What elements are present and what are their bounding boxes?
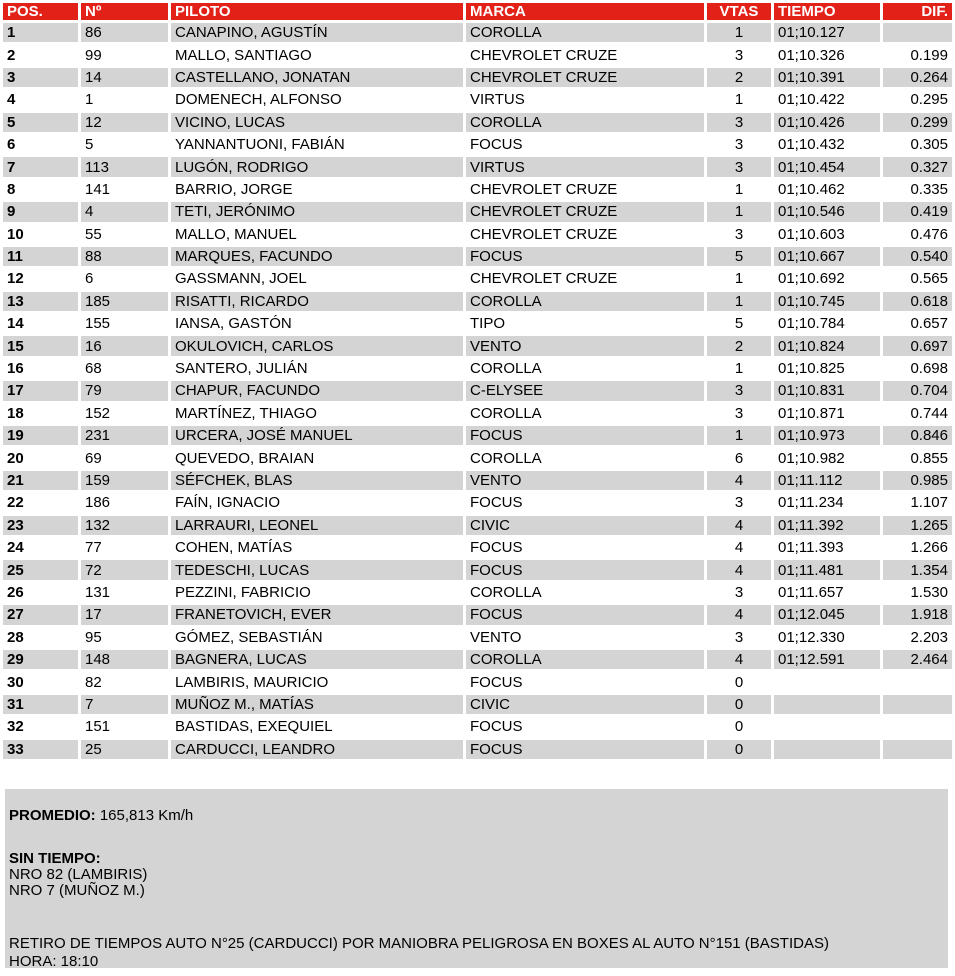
- cell-pos: 31: [3, 695, 78, 714]
- cell-pos: 18: [3, 404, 78, 423]
- cell-marca: FOCUS: [466, 605, 704, 624]
- cell-vtas: 1: [707, 202, 771, 221]
- cell-vtas: 3: [707, 493, 771, 512]
- table-row: [3, 269, 952, 288]
- cell-pos: 23: [3, 516, 78, 535]
- cell-tiempo: 01;10.825: [774, 359, 880, 378]
- cell-tiempo: 01;10.426: [774, 113, 880, 132]
- promedio-value: 165,813 Km/h: [95, 807, 194, 824]
- cell-dif: 0.264: [883, 68, 952, 87]
- table-row: [3, 336, 952, 355]
- table-row: [3, 493, 952, 512]
- cell-pos: 9: [3, 202, 78, 221]
- cell-marca: FOCUS: [466, 493, 704, 512]
- cell-piloto: LUGÓN, RODRIGO: [171, 157, 463, 176]
- cell-piloto: CHAPUR, FACUNDO: [171, 381, 463, 400]
- cell-tiempo: 01;10.546: [774, 202, 880, 221]
- cell-pos: 30: [3, 672, 78, 691]
- sin-tiempo-list: [9, 867, 942, 899]
- col-header-pos: POS.: [3, 3, 78, 20]
- cell-pos: 13: [3, 292, 78, 311]
- cell-piloto: FAÍN, IGNACIO: [171, 493, 463, 512]
- cell-pos: 10: [3, 225, 78, 244]
- cell-tiempo: [774, 717, 880, 736]
- cell-dif: 0.698: [883, 359, 952, 378]
- cell-marca: COROLLA: [466, 292, 704, 311]
- cell-num: 7: [81, 695, 168, 714]
- cell-vtas: 3: [707, 45, 771, 64]
- cell-piloto: OKULOVICH, CARLOS: [171, 336, 463, 355]
- cell-vtas: 0: [707, 740, 771, 759]
- cell-dif: 1.107: [883, 493, 952, 512]
- cell-dif: 0.657: [883, 314, 952, 333]
- cell-marca: COROLLA: [466, 404, 704, 423]
- cell-vtas: 3: [707, 583, 771, 602]
- cell-num: 69: [81, 448, 168, 467]
- promedio-label: PROMEDIO:: [9, 807, 96, 824]
- cell-vtas: 3: [707, 381, 771, 400]
- table-row: [3, 560, 952, 579]
- cell-pos: 29: [3, 650, 78, 669]
- cell-tiempo: 01;10.982: [774, 448, 880, 467]
- table-row: [3, 23, 952, 42]
- cell-tiempo: 01;11.112: [774, 471, 880, 490]
- cell-vtas: 2: [707, 336, 771, 355]
- cell-marca: VIRTUS: [466, 157, 704, 176]
- cell-dif: 0.476: [883, 225, 952, 244]
- cell-marca: COROLLA: [466, 359, 704, 378]
- cell-num: 186: [81, 493, 168, 512]
- cell-vtas: 3: [707, 135, 771, 154]
- sin-tiempo-label: SIN TIEMPO:: [9, 850, 101, 867]
- cell-vtas: 3: [707, 157, 771, 176]
- table-row: [3, 583, 952, 602]
- cell-vtas: 3: [707, 628, 771, 647]
- cell-piloto: MALLO, SANTIAGO: [171, 45, 463, 64]
- footer-summary: [5, 789, 948, 968]
- cell-piloto: FRANETOVICH, EVER: [171, 605, 463, 624]
- cell-pos: 21: [3, 471, 78, 490]
- col-header-marca: MARCA: [466, 3, 704, 20]
- cell-piloto: TETI, JERÓNIMO: [171, 202, 463, 221]
- cell-marca: CIVIC: [466, 516, 704, 535]
- cell-marca: FOCUS: [466, 740, 704, 759]
- cell-num: 231: [81, 426, 168, 445]
- table-row: [3, 359, 952, 378]
- cell-vtas: 1: [707, 292, 771, 311]
- cell-num: 159: [81, 471, 168, 490]
- cell-tiempo: 01;10.692: [774, 269, 880, 288]
- cell-piloto: BAGNERA, LUCAS: [171, 650, 463, 669]
- cell-pos: 32: [3, 717, 78, 736]
- cell-dif: 0.540: [883, 247, 952, 266]
- cell-marca: COROLLA: [466, 650, 704, 669]
- cell-tiempo: [774, 740, 880, 759]
- cell-vtas: 4: [707, 516, 771, 535]
- cell-vtas: 3: [707, 113, 771, 132]
- cell-dif: 0.618: [883, 292, 952, 311]
- cell-num: 88: [81, 247, 168, 266]
- cell-dif: 0.697: [883, 336, 952, 355]
- cell-num: 25: [81, 740, 168, 759]
- cell-num: 14: [81, 68, 168, 87]
- cell-piloto: GÓMEZ, SEBASTIÁN: [171, 628, 463, 647]
- cell-piloto: LARRAURI, LEONEL: [171, 516, 463, 535]
- cell-tiempo: 01;10.973: [774, 426, 880, 445]
- col-header-numero: Nº: [81, 3, 168, 20]
- cell-tiempo: 01;12.330: [774, 628, 880, 647]
- cell-num: 1: [81, 90, 168, 109]
- cell-num: 113: [81, 157, 168, 176]
- cell-marca: CHEVROLET CRUZE: [466, 202, 704, 221]
- cell-piloto: MARQUES, FACUNDO: [171, 247, 463, 266]
- table-row: [3, 157, 952, 176]
- cell-pos: 5: [3, 113, 78, 132]
- cell-num: 82: [81, 672, 168, 691]
- cell-piloto: PEZZINI, FABRICIO: [171, 583, 463, 602]
- cell-tiempo: 01;11.393: [774, 538, 880, 557]
- cell-piloto: MUÑOZ M., MATÍAS: [171, 695, 463, 714]
- cell-dif: 0.299: [883, 113, 952, 132]
- cell-vtas: 1: [707, 359, 771, 378]
- cell-num: 148: [81, 650, 168, 669]
- col-header-piloto: PILOTO: [171, 3, 463, 20]
- cell-dif: 2.464: [883, 650, 952, 669]
- cell-pos: 24: [3, 538, 78, 557]
- cell-num: 68: [81, 359, 168, 378]
- table-row: [3, 381, 952, 400]
- cell-num: 4: [81, 202, 168, 221]
- table-row: [3, 135, 952, 154]
- cell-vtas: 1: [707, 90, 771, 109]
- cell-tiempo: 01;10.603: [774, 225, 880, 244]
- cell-marca: COROLLA: [466, 583, 704, 602]
- cell-dif: 0.985: [883, 471, 952, 490]
- table-row: [3, 717, 952, 736]
- cell-marca: FOCUS: [466, 560, 704, 579]
- table-row: [3, 225, 952, 244]
- cell-marca: VIRTUS: [466, 90, 704, 109]
- cell-dif: 1.354: [883, 560, 952, 579]
- cell-num: 55: [81, 225, 168, 244]
- cell-num: 72: [81, 560, 168, 579]
- col-header-tiempo: TIEMPO: [774, 3, 880, 20]
- cell-piloto: MARTÍNEZ, THIAGO: [171, 404, 463, 423]
- cell-num: 86: [81, 23, 168, 42]
- cell-pos: 2: [3, 45, 78, 64]
- table-row: [3, 180, 952, 199]
- table-header-row: [3, 3, 952, 20]
- cell-dif: [883, 23, 952, 42]
- cell-tiempo: 01;10.831: [774, 381, 880, 400]
- cell-pos: 15: [3, 336, 78, 355]
- cell-dif: 1.265: [883, 516, 952, 535]
- table-row: [3, 695, 952, 714]
- cell-tiempo: 01;10.462: [774, 180, 880, 199]
- cell-dif: [883, 717, 952, 736]
- cell-dif: 0.335: [883, 180, 952, 199]
- col-header-vtas: VTAS: [707, 3, 771, 20]
- cell-marca: TIPO: [466, 314, 704, 333]
- cell-tiempo: 01;10.391: [774, 68, 880, 87]
- cell-marca: COROLLA: [466, 23, 704, 42]
- cell-pos: 28: [3, 628, 78, 647]
- cell-num: 155: [81, 314, 168, 333]
- cell-pos: 4: [3, 90, 78, 109]
- table-row: [3, 471, 952, 490]
- cell-piloto: SÉFCHEK, BLAS: [171, 471, 463, 490]
- cell-vtas: 5: [707, 247, 771, 266]
- cell-marca: VENTO: [466, 628, 704, 647]
- cell-num: 132: [81, 516, 168, 535]
- table-row: [3, 605, 952, 624]
- cell-vtas: 1: [707, 269, 771, 288]
- cell-tiempo: 01;12.591: [774, 650, 880, 669]
- table-row: [3, 314, 952, 333]
- cell-dif: 0.199: [883, 45, 952, 64]
- cell-tiempo: 01;10.432: [774, 135, 880, 154]
- cell-piloto: URCERA, JOSÉ MANUEL: [171, 426, 463, 445]
- cell-marca: CHEVROLET CRUZE: [466, 180, 704, 199]
- cell-num: 79: [81, 381, 168, 400]
- table-row: [3, 68, 952, 87]
- table-row: [3, 426, 952, 445]
- cell-pos: 33: [3, 740, 78, 759]
- table-row: [3, 90, 952, 109]
- table-row: [3, 538, 952, 557]
- cell-pos: 27: [3, 605, 78, 624]
- cell-dif: 1.918: [883, 605, 952, 624]
- cell-num: 141: [81, 180, 168, 199]
- cell-tiempo: 01;10.871: [774, 404, 880, 423]
- cell-dif: 0.295: [883, 90, 952, 109]
- cell-vtas: 1: [707, 23, 771, 42]
- cell-marca: CHEVROLET CRUZE: [466, 269, 704, 288]
- cell-dif: 0.846: [883, 426, 952, 445]
- cell-piloto: YANNANTUONI, FABIÁN: [171, 135, 463, 154]
- table-row: [3, 628, 952, 647]
- cell-pos: 20: [3, 448, 78, 467]
- cell-pos: 3: [3, 68, 78, 87]
- cell-pos: 6: [3, 135, 78, 154]
- cell-marca: COROLLA: [466, 448, 704, 467]
- cell-piloto: DOMENECH, ALFONSO: [171, 90, 463, 109]
- table-row: [3, 672, 952, 691]
- table-row: [3, 516, 952, 535]
- cell-tiempo: 01;11.234: [774, 493, 880, 512]
- cell-dif: 0.565: [883, 269, 952, 288]
- cell-vtas: 1: [707, 426, 771, 445]
- retiro-note: RETIRO DE TIEMPOS AUTO N°25 (CARDUCCI) POR MANIOBRA PELIGROSA EN BOXES AL AUTO N°151 (BASTIDAS): [9, 935, 829, 952]
- cell-dif: [883, 672, 952, 691]
- cell-tiempo: 01;10.454: [774, 157, 880, 176]
- cell-dif: 0.704: [883, 381, 952, 400]
- cell-tiempo: 01;10.127: [774, 23, 880, 42]
- cell-piloto: VICINO, LUCAS: [171, 113, 463, 132]
- cell-marca: FOCUS: [466, 672, 704, 691]
- cell-piloto: BARRIO, JORGE: [171, 180, 463, 199]
- table-row: [3, 292, 952, 311]
- cell-piloto: QUEVEDO, BRAIAN: [171, 448, 463, 467]
- cell-marca: CHEVROLET CRUZE: [466, 68, 704, 87]
- cell-piloto: MALLO, MANUEL: [171, 225, 463, 244]
- cell-marca: CIVIC: [466, 695, 704, 714]
- cell-pos: 12: [3, 269, 78, 288]
- cell-num: 185: [81, 292, 168, 311]
- cell-vtas: 2: [707, 68, 771, 87]
- cell-tiempo: 01;11.392: [774, 516, 880, 535]
- cell-vtas: 6: [707, 448, 771, 467]
- cell-num: 152: [81, 404, 168, 423]
- cell-marca: FOCUS: [466, 247, 704, 266]
- table-row: [3, 202, 952, 221]
- cell-dif: [883, 740, 952, 759]
- cell-tiempo: 01;10.824: [774, 336, 880, 355]
- cell-num: 151: [81, 717, 168, 736]
- table-row: [3, 404, 952, 423]
- cell-num: 131: [81, 583, 168, 602]
- cell-piloto: LAMBIRIS, MAURICIO: [171, 672, 463, 691]
- cell-pos: 26: [3, 583, 78, 602]
- cell-piloto: CASTELLANO, JONATAN: [171, 68, 463, 87]
- col-header-dif: DIF.: [883, 3, 952, 20]
- cell-vtas: 4: [707, 650, 771, 669]
- cell-dif: 0.327: [883, 157, 952, 176]
- cell-vtas: 4: [707, 538, 771, 557]
- cell-pos: 17: [3, 381, 78, 400]
- table-row: [3, 448, 952, 467]
- cell-num: 16: [81, 336, 168, 355]
- cell-dif: 0.305: [883, 135, 952, 154]
- cell-piloto: GASSMANN, JOEL: [171, 269, 463, 288]
- sin-tiempo-entry: NRO 7 (MUÑOZ M.): [9, 882, 145, 899]
- cell-num: 12: [81, 113, 168, 132]
- promedio-line: [9, 807, 942, 824]
- cell-pos: 14: [3, 314, 78, 333]
- cell-tiempo: 01;10.784: [774, 314, 880, 333]
- cell-vtas: 0: [707, 695, 771, 714]
- cell-piloto: TEDESCHI, LUCAS: [171, 560, 463, 579]
- cell-marca: CHEVROLET CRUZE: [466, 225, 704, 244]
- cell-piloto: CANAPINO, AGUSTÍN: [171, 23, 463, 42]
- cell-dif: 2.203: [883, 628, 952, 647]
- cell-dif: [883, 695, 952, 714]
- cell-num: 99: [81, 45, 168, 64]
- cell-dif: 1.530: [883, 583, 952, 602]
- cell-num: 17: [81, 605, 168, 624]
- table-row: [3, 740, 952, 759]
- cell-tiempo: 01;12.045: [774, 605, 880, 624]
- table-row: [3, 247, 952, 266]
- cell-num: 5: [81, 135, 168, 154]
- cell-marca: FOCUS: [466, 717, 704, 736]
- cell-vtas: 4: [707, 605, 771, 624]
- table-row: [3, 113, 952, 132]
- cell-vtas: 1: [707, 180, 771, 199]
- cell-num: 6: [81, 269, 168, 288]
- cell-dif: 0.744: [883, 404, 952, 423]
- cell-dif: 0.855: [883, 448, 952, 467]
- cell-piloto: IANSA, GASTÓN: [171, 314, 463, 333]
- cell-piloto: RISATTI, RICARDO: [171, 292, 463, 311]
- cell-tiempo: 01;10.745: [774, 292, 880, 311]
- cell-vtas: 3: [707, 225, 771, 244]
- cell-pos: 25: [3, 560, 78, 579]
- cell-marca: FOCUS: [466, 135, 704, 154]
- cell-marca: VENTO: [466, 336, 704, 355]
- cell-num: 77: [81, 538, 168, 557]
- cell-num: 95: [81, 628, 168, 647]
- cell-marca: CHEVROLET CRUZE: [466, 45, 704, 64]
- cell-pos: 19: [3, 426, 78, 445]
- cell-piloto: COHEN, MATÍAS: [171, 538, 463, 557]
- cell-tiempo: 01;10.422: [774, 90, 880, 109]
- cell-dif: 0.419: [883, 202, 952, 221]
- hora-line: HORA: 18:10: [9, 953, 99, 970]
- cell-vtas: 0: [707, 672, 771, 691]
- cell-piloto: CARDUCCI, LEANDRO: [171, 740, 463, 759]
- cell-tiempo: 01;10.326: [774, 45, 880, 64]
- cell-tiempo: 01;11.481: [774, 560, 880, 579]
- cell-pos: 1: [3, 23, 78, 42]
- cell-piloto: SANTERO, JULIÁN: [171, 359, 463, 378]
- cell-vtas: 0: [707, 717, 771, 736]
- cell-marca: COROLLA: [466, 113, 704, 132]
- cell-tiempo: 01;10.667: [774, 247, 880, 266]
- cell-vtas: 4: [707, 471, 771, 490]
- cell-vtas: 3: [707, 404, 771, 423]
- cell-pos: 22: [3, 493, 78, 512]
- cell-pos: 16: [3, 359, 78, 378]
- cell-tiempo: [774, 672, 880, 691]
- sin-tiempo-entry: NRO 82 (LAMBIRIS): [9, 866, 148, 883]
- cell-marca: VENTO: [466, 471, 704, 490]
- cell-dif: 1.266: [883, 538, 952, 557]
- cell-tiempo: [774, 695, 880, 714]
- table-row: [3, 45, 952, 64]
- cell-piloto: BASTIDAS, EXEQUIEL: [171, 717, 463, 736]
- cell-vtas: 4: [707, 560, 771, 579]
- cell-pos: 7: [3, 157, 78, 176]
- cell-marca: FOCUS: [466, 538, 704, 557]
- table-row: [3, 650, 952, 669]
- cell-vtas: 5: [707, 314, 771, 333]
- cell-marca: C-ELYSEE: [466, 381, 704, 400]
- cell-marca: FOCUS: [466, 426, 704, 445]
- cell-pos: 11: [3, 247, 78, 266]
- cell-pos: 8: [3, 180, 78, 199]
- cell-tiempo: 01;11.657: [774, 583, 880, 602]
